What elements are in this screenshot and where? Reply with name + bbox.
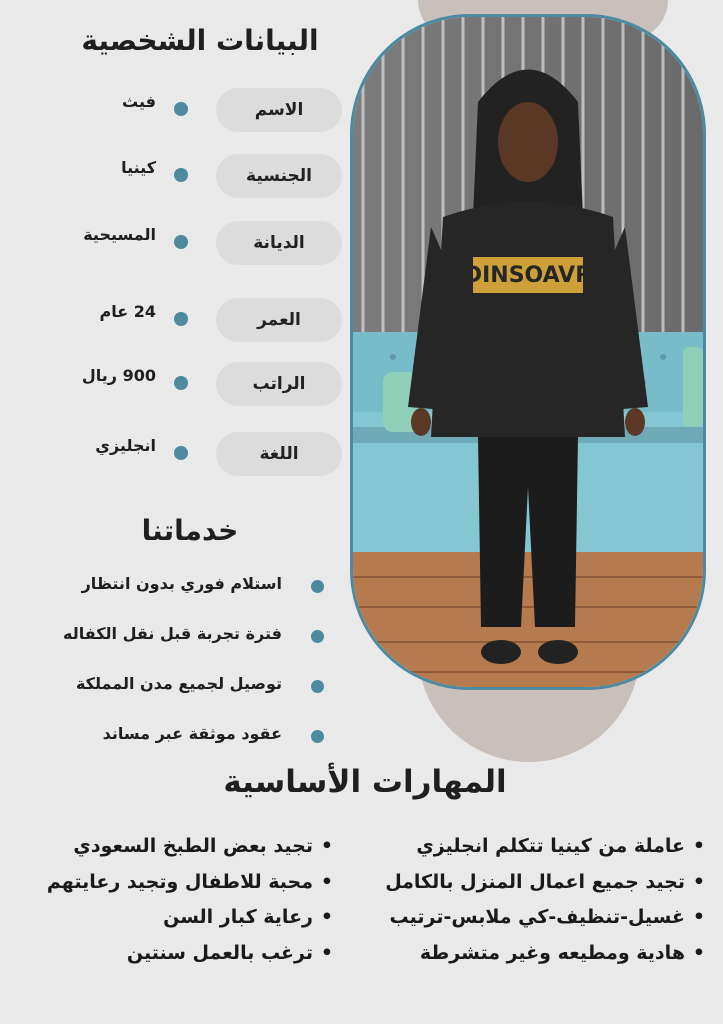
info-value: المسيحية [83, 225, 156, 244]
info-row-age [60, 298, 342, 342]
info-row-language [60, 432, 342, 476]
service-item [40, 722, 330, 750]
bullet-dot [174, 102, 188, 116]
skill-text: عاملة من كينيا تتكلم انجليزي [416, 835, 685, 857]
skill-item [127, 942, 341, 964]
info-value: انجليزي [95, 436, 156, 455]
bullet: • [320, 906, 334, 928]
info-label: الجنسية [216, 154, 342, 198]
info-row-nationality [60, 154, 342, 198]
worker-photo [350, 14, 706, 690]
skill-item [385, 871, 713, 893]
service-text: فترة تجربة قبل نقل الكفاله [62, 624, 282, 643]
info-label: الديانة [216, 221, 342, 265]
services-title: خدماتنا [141, 514, 239, 547]
info-value: فيث [122, 92, 156, 111]
skills-title: المهارات الأساسية [223, 764, 507, 800]
bullet-dot [311, 680, 324, 693]
bullet: • [320, 835, 334, 857]
skill-item [416, 835, 713, 857]
skill-text: غسيل-تنظيف-كي ملابس-ترتيب [389, 906, 685, 928]
skill-item [163, 906, 341, 928]
skill-text: تجيد جميع اعمال المنزل بالكامل [385, 871, 685, 893]
service-text: توصيل لجميع مدن المملكة [75, 674, 282, 693]
info-value: كينيا [121, 158, 156, 177]
info-label: الاسم [216, 88, 342, 132]
info-row-religion [60, 221, 342, 265]
skill-text: ترغب بالعمل سنتين [126, 942, 313, 964]
info-value: 900 ريال [81, 366, 156, 385]
bullet: • [692, 835, 706, 857]
info-value: 24 عام [99, 302, 156, 321]
info-label: اللغة [216, 432, 342, 476]
personal-data-title: البيانات الشخصية [81, 24, 319, 57]
skill-text: رعاية كبار السن [163, 906, 313, 928]
info-row-name [60, 88, 342, 132]
bullet-dot [174, 446, 188, 460]
bullet-dot [174, 168, 188, 182]
skill-item [390, 906, 714, 928]
skill-text: محبة للاطفال وتجيد رعايتهم [46, 871, 313, 893]
info-label: الراتب [216, 362, 342, 406]
skill-item [47, 871, 341, 893]
skill-text: تجيد بعض الطبخ السعودي [73, 835, 313, 857]
bullet: • [320, 942, 334, 964]
bullet-dot [174, 376, 188, 390]
bullet-dot [311, 630, 324, 643]
bullet: • [692, 906, 706, 928]
service-item [40, 622, 330, 650]
bullet: • [692, 871, 706, 893]
bullet-dot [174, 312, 188, 326]
bullet-dot [174, 235, 188, 249]
bullet-dot [311, 730, 324, 743]
service-item [40, 572, 330, 600]
skill-item [420, 942, 713, 964]
info-label: العمر [216, 298, 342, 342]
bullet: • [692, 942, 706, 964]
service-text: استلام فوري بدون انتظار [81, 574, 282, 593]
service-item [40, 672, 330, 700]
skill-text: هادية ومطيعه وغير متشرطة [419, 942, 685, 964]
hoodie-print-text: DINSOAVR [463, 263, 593, 288]
info-row-salary [60, 362, 342, 406]
bullet: • [320, 871, 334, 893]
bullet-dot [311, 580, 324, 593]
service-text: عقود موثقة عبر مساند [102, 724, 282, 743]
skill-item [73, 835, 341, 857]
